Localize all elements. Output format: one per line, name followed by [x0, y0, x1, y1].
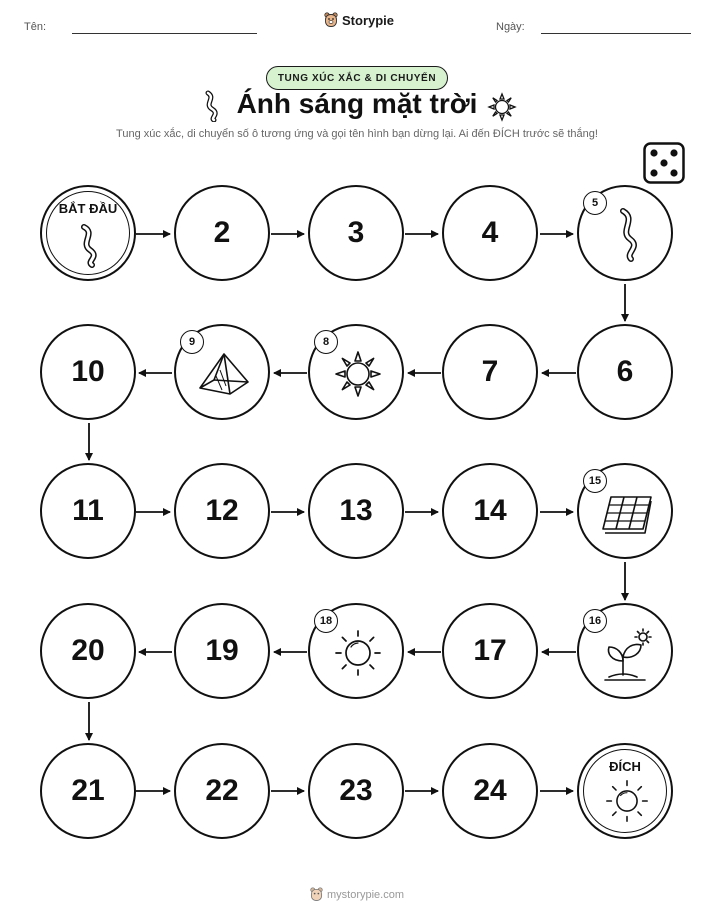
- cell-24[interactable]: [442, 743, 538, 839]
- cell-number: 17: [473, 634, 507, 667]
- cell-21[interactable]: [40, 743, 136, 839]
- cell-number: 14: [473, 494, 507, 527]
- cell-finish[interactable]: [577, 743, 673, 839]
- cell-number: 13: [339, 494, 373, 527]
- cell-number: 4: [481, 216, 499, 249]
- sun-flower-icon: [487, 92, 517, 122]
- cell-number: 23: [339, 774, 373, 807]
- cell-12[interactable]: [174, 463, 270, 559]
- cell-number: 22: [205, 774, 239, 807]
- cell-number: 21: [71, 774, 105, 807]
- cell-number: 6: [616, 355, 634, 388]
- cell-17[interactable]: [442, 603, 538, 699]
- worm-icon: [74, 223, 104, 269]
- cell-start[interactable]: [40, 185, 136, 281]
- instructions: Tung xúc xắc, di chuyển số ô tương ứng và gọi tên hình bạn dừng lại. Ai đến ĐÍCH trước sẽ thắng!: [116, 128, 598, 140]
- activity-badge: TUNG XÚC XẮC & DI CHUYỂN: [266, 66, 448, 90]
- cell-9[interactable]: [174, 324, 270, 420]
- cell-number-badge: 18: [314, 609, 338, 633]
- cell-number: 3: [347, 216, 365, 249]
- brand-name: Storypie: [342, 12, 395, 28]
- prism-icon: [196, 350, 252, 398]
- cell-number-badge: 16: [583, 609, 607, 633]
- sun-icon: [334, 629, 382, 677]
- cell-3[interactable]: [308, 185, 404, 281]
- cell-number: 10: [71, 355, 105, 388]
- cell-number: 2: [213, 216, 231, 249]
- cell-8[interactable]: [308, 324, 404, 420]
- cell-number: 20: [71, 634, 105, 667]
- cell-number-badge: 5: [583, 191, 607, 215]
- footer-url[interactable]: mystorypie.com: [326, 888, 405, 901]
- bear-icon: [310, 887, 323, 902]
- cell-11[interactable]: [40, 463, 136, 559]
- cell-2[interactable]: [174, 185, 270, 281]
- cell-number: 11: [72, 494, 104, 527]
- cell-4[interactable]: [442, 185, 538, 281]
- cell-16[interactable]: [577, 603, 673, 699]
- cell-number: 12: [205, 494, 239, 527]
- cell-number: 24: [473, 774, 507, 807]
- solar-panel-icon: [599, 493, 655, 535]
- cell-number: 19: [205, 634, 239, 667]
- cell-number-badge: 8: [314, 330, 338, 354]
- cell-number-badge: 15: [583, 469, 607, 493]
- cell-6[interactable]: [577, 324, 673, 420]
- dice-five-icon[interactable]: [643, 142, 685, 184]
- cell-10[interactable]: [40, 324, 136, 420]
- cell-20[interactable]: [40, 603, 136, 699]
- page-title: Ánh sáng mặt trời: [236, 88, 478, 119]
- footer: [0, 887, 714, 902]
- cell-14[interactable]: [442, 463, 538, 559]
- date-line[interactable]: [541, 33, 691, 34]
- cell-7[interactable]: [442, 324, 538, 420]
- worm-icon: [613, 207, 643, 263]
- brand-logo: [324, 12, 394, 28]
- sun-flower-icon: [334, 350, 382, 398]
- cell-5[interactable]: [577, 185, 673, 281]
- sun-icon: [605, 779, 649, 823]
- bear-icon: [324, 12, 338, 28]
- cell-13[interactable]: [308, 463, 404, 559]
- cell-22[interactable]: [174, 743, 270, 839]
- name-label: Tên:: [24, 21, 47, 33]
- finish-label: ĐÍCH: [609, 759, 641, 774]
- start-label: BẮT ĐẦU: [58, 201, 118, 216]
- cell-15[interactable]: [577, 463, 673, 559]
- cell-number: 7: [481, 355, 499, 388]
- cell-18[interactable]: [308, 603, 404, 699]
- cell-number-badge: 9: [180, 330, 204, 354]
- cell-23[interactable]: [308, 743, 404, 839]
- date-label: Ngày:: [496, 21, 525, 33]
- name-line[interactable]: [72, 33, 257, 34]
- cell-19[interactable]: [174, 603, 270, 699]
- sprout-icon: [601, 627, 655, 683]
